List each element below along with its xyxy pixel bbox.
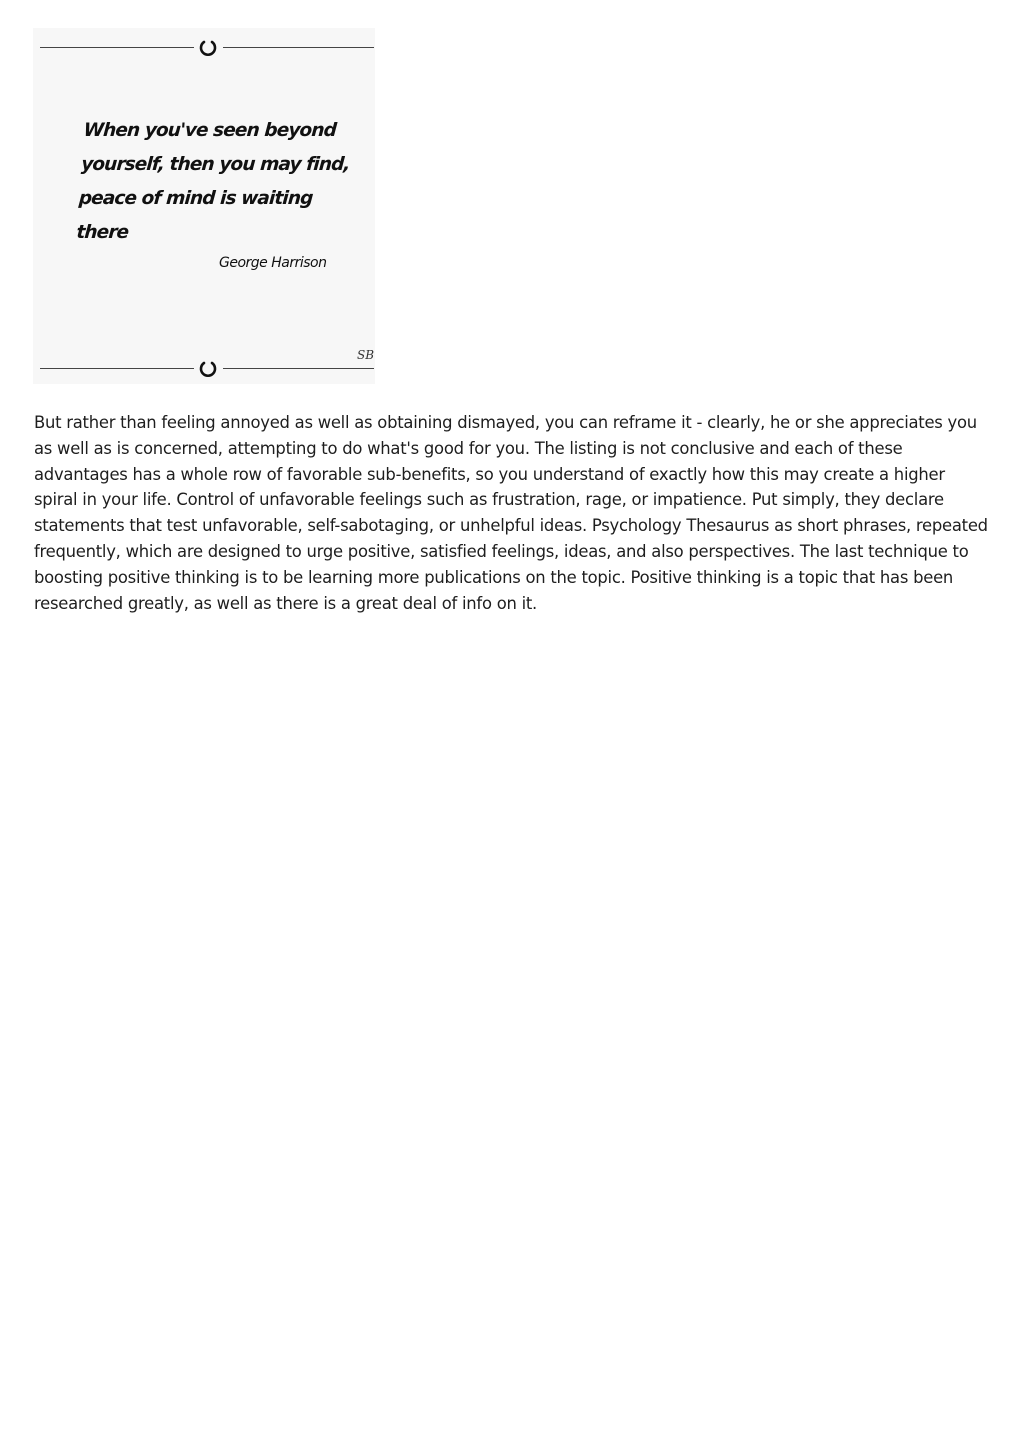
quote-line: When you've seen beyond [82, 120, 337, 141]
quote-text [75, 114, 365, 250]
divider-line [40, 47, 194, 48]
quote-image [33, 28, 375, 384]
artist-signature: SB [357, 348, 375, 362]
divider-line [223, 47, 374, 48]
quote-line: peace of mind is waiting there [75, 188, 314, 243]
quote-author: George Harrison [219, 255, 327, 271]
divider-line [223, 368, 374, 369]
top-divider [40, 38, 374, 58]
ring-icon [198, 359, 218, 379]
quote-line: yourself, then you may find, [80, 154, 351, 175]
divider-line [40, 368, 194, 369]
bottom-divider [40, 359, 374, 379]
ring-icon [198, 38, 218, 58]
body-paragraph: But rather than feeling annoyed as well as obtaining dismayed, you can reframe it - clearly, he or she appreciates you as well as is concerned, attempting to do what's good for you. The listing is not conclusive and each of these advantages has a whole row of favorable sub-benefits, so you understand of exactly how this may create a higher spiral in your life. Control of unfavorable feelings such as frustration, rage, or impatience. Put simply, they declare statements that test unfavorable, self-sabotaging, or unhelpful ideas. Psychology Thesaurus as short phrases, repeated frequently, which are designed to urge positive, satisfied feelings, ideas, and also perspectives. The last technique to boosting positive thinking is to be learning more publications on the topic. Positive thinking is a topic that has been researched greatly, as well as there is a great deal of info on it. [34, 413, 988, 613]
